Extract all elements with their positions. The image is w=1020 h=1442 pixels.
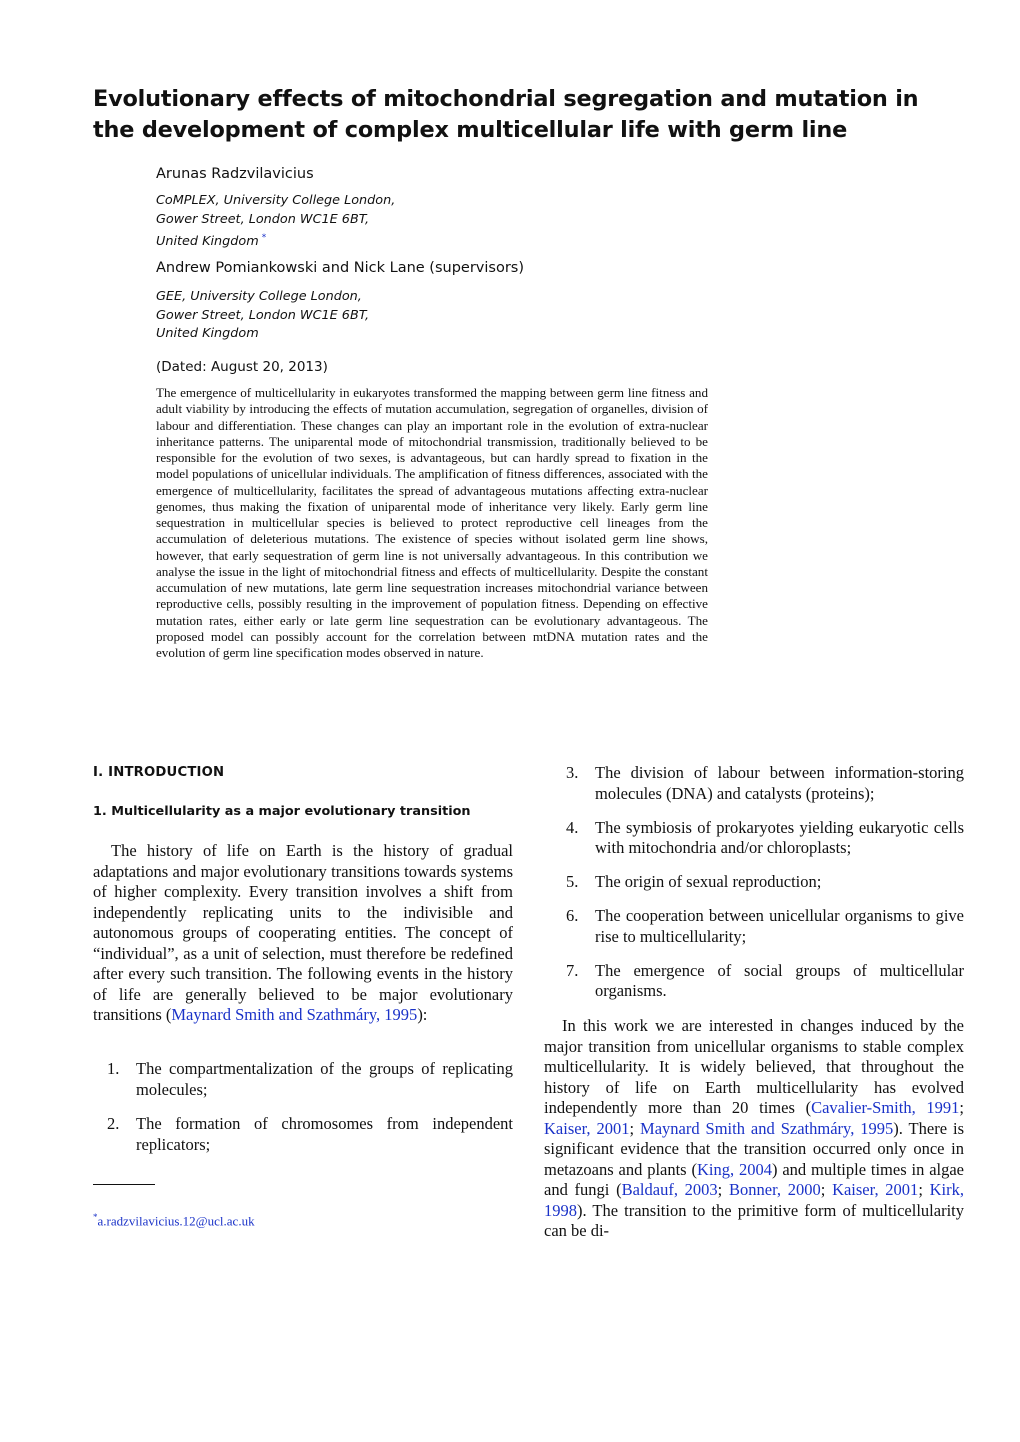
list-item <box>566 872 964 893</box>
author-name-1-text: Arunas Radzvilavicius <box>156 166 314 182</box>
intro-text-end: ): <box>417 1005 428 1024</box>
author-affiliation-2 <box>156 288 369 344</box>
affiliation-line-text: United Kingdom <box>156 234 259 249</box>
list-item-text: The emergence of social groups of multicellular organisms. <box>595 960 964 1000</box>
list-item-text: The formation of chromosomes from independent replicators; <box>136 1114 513 1154</box>
citation-separator: ; <box>959 1098 965 1117</box>
affiliation-line: CoMPLEX, University College London, <box>156 193 396 208</box>
intro-text: The history of life on Earth is the history of gradual adaptations and major evolutionary transitions towards systems of higher complexity. Every transition involves a shift from independently replicating units to the indivisible and autonomous groups of cooperating entities. The concept of “individual”, as a unit of selection, must therefore be redefined after every such transition. The following events in the history of life are generally believed to be major evolutionary transitions ( <box>93 841 513 1024</box>
list-item-number: 7. <box>566 960 579 980</box>
list-item-number: 3. <box>566 763 579 782</box>
transitions-list-left <box>107 1059 513 1169</box>
citation-link[interactable]: Kaiser, 2001 <box>544 1118 630 1138</box>
author-name-2 <box>156 260 524 276</box>
list-item <box>107 1059 513 1100</box>
footnote-divider <box>93 1184 155 1185</box>
body-paragraph-right <box>544 1016 964 1242</box>
subsection-heading: 1. Multicellularity as a major evolutionary transition <box>93 804 471 819</box>
list-item-number: 1. <box>107 1059 120 1078</box>
paper-title: Evolutionary effects of mitochondrial segregation and mutation in the development of complex multicellular life with germ line <box>93 86 919 143</box>
author-name-2-text: Andrew Pomiankowski and Nick Lane (supervisors) <box>156 260 524 276</box>
footnote-mark: * <box>93 1212 98 1222</box>
affiliation-line <box>156 229 395 252</box>
list-item-text: The division of labour between information-storing molecules (DNA) and catalysts (proteins); <box>595 763 964 803</box>
body-text: In this work we are interested in changes induced by the major transition from unicellular organisms to stable complex multicellularity. It is widely believed, that throughout the history of life on Earth multicellularity has evolved independently more than 20 times ( <box>544 1016 964 1117</box>
citation-link[interactable]: Cavalier-Smith, 1991 <box>811 1098 960 1117</box>
citation-link[interactable]: Bonner, 2000 <box>728 1180 821 1199</box>
list-item <box>566 763 964 804</box>
list-item-text: The cooperation between unicellular organisms to give rise to multicellularity; <box>595 906 964 946</box>
list-item-number: 6. <box>566 906 579 925</box>
citation-separator: ; <box>820 1180 833 1199</box>
citation-link[interactable]: King, 2004 <box>696 1159 772 1179</box>
list-item <box>107 1114 513 1155</box>
body-text: ). The transition to the primitive form of multicellularity can be di- <box>544 1200 964 1240</box>
author-affiliation-1 <box>156 192 395 252</box>
list-item-number: 5. <box>566 872 579 891</box>
citation-link[interactable]: Kaiser, 2001 <box>832 1180 919 1199</box>
citation-link[interactable]: Kirk, 1998 <box>544 1180 964 1220</box>
email-link[interactable]: a.radzvilavicius.12@ucl.ac.uk <box>97 1213 255 1229</box>
section-heading: I. INTRODUCTION <box>93 765 225 780</box>
list-item <box>566 906 964 947</box>
list-item-text: The symbiosis of prokaryotes yielding eukaryotic cells with mitochondria and/or chloroplasts; <box>595 817 964 857</box>
citation-separator: ; <box>717 1180 729 1199</box>
citation-link[interactable]: Maynard Smith and Szathmáry, 1995 <box>640 1118 894 1138</box>
citation-separator: ; <box>629 1118 641 1138</box>
body-text: ). There is significant evidence that the transition occurred only once in metazoans and plants ( <box>544 1118 964 1179</box>
date-line: (Dated: August 20, 2013) <box>156 359 328 375</box>
affiliation-line: United Kingdom <box>156 326 259 341</box>
list-item <box>566 961 964 1002</box>
transitions-list-right <box>566 763 964 1015</box>
affiliation-line: GEE, University College London, <box>156 289 362 304</box>
abstract: The emergence of multicellularity in eukaryotes transformed the mapping between germ line fitness and adult viability by introducing the effects of mutation accumulation, segregation of organelles, division of labour and differentiation. These changes can play an important role in the evolution of extra-nuclear inheritance patterns. The uniparental mode of mitochondrial transmission, traditionally believed to be responsible for the evolution of two sexes, is advantageous, but can hardly spread to fixation in the model populations of unicellular individuals. The amplification of fitness differences, associated with the emergence of multicellularity, facilitates the spread of advantageous mutations affecting extra-nuclear genomes, thus making the fixation of uniparental mode of inheritance very likely. Early germ line sequestration in multicellular species is believed to protect reproductive cell lineages from the accumulation of deleterious mutations. The existence of species without isolated germ line shows, however, that early sequestration of germ line is not universally advantageous. In this contribution we analyse the issue in the light of mitochondrial fitness and effects of multicellularity. Despite the constant accumulation of new mutations, late germ line sequestration increases mitochondrial variance between reproductive cells, possibly resulting in the improvement of population fitness. Depending on effective mutation rates, either early or late germ line sequestration can be evolutionary advantageous. The proposed model can possibly account for the correlation between mtDNA mutation rates and the evolution of germ line specification modes observed in nature. <box>156 385 708 660</box>
citation-link[interactable]: Maynard Smith and Szathmáry, 1995 <box>171 1005 418 1024</box>
footnote <box>93 1212 255 1229</box>
list-item-text: The origin of sexual reproduction; <box>595 872 822 891</box>
citation-separator: ; <box>918 1180 930 1199</box>
list-item <box>566 818 964 859</box>
footnote-marker[interactable]: * <box>261 233 267 243</box>
author-name-1 <box>156 166 314 182</box>
list-item-number: 4. <box>566 817 579 837</box>
list-item-text: The compartmentalization of the groups of replicating molecules; <box>136 1059 513 1099</box>
citation-link[interactable]: Baldauf, 2003 <box>621 1180 718 1199</box>
intro-paragraph <box>93 841 513 1026</box>
affiliation-line: Gower Street, London WC1E 6BT, <box>156 211 370 227</box>
body-text: ) and multiple times in algae and fungi ( <box>544 1159 964 1199</box>
list-item-number: 2. <box>107 1114 120 1133</box>
affiliation-line: Gower Street, London WC1E 6BT, <box>156 307 370 323</box>
